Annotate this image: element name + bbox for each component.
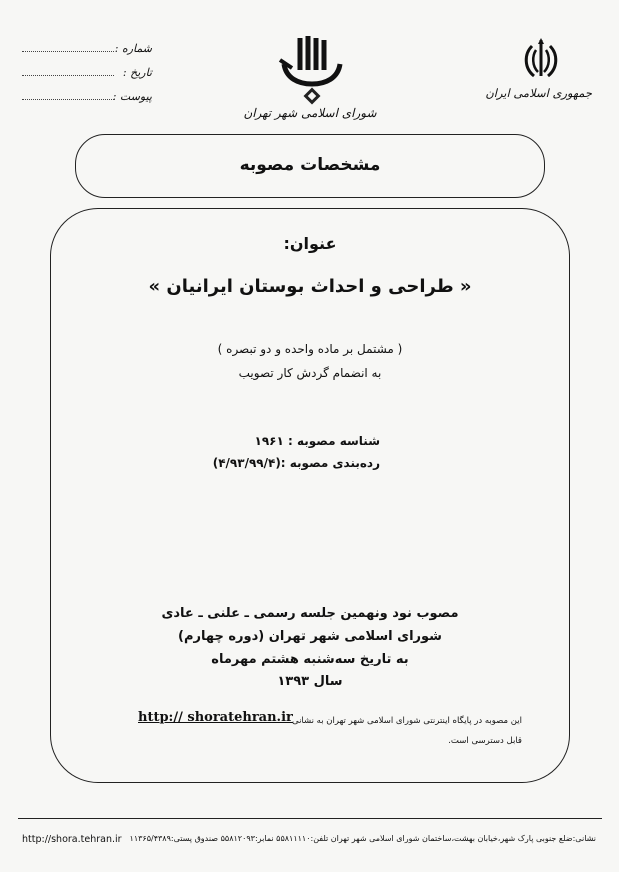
council-logo-icon bbox=[272, 34, 352, 106]
subject-title: « طراحی و احداث بوستان ایرانیان » bbox=[148, 276, 472, 297]
footer-address: نشانی:ضلع جنوبی پارک شهر،خیابان بهشت،ساختمان شورای اسلامی شهر تهران تلفن:۵۵۸۱۱۱۱۰ نمابر:۵۵۸۱۲۰۹۳ صندوق پستی:۱۱۳۶۵/۴۳۸۹ bbox=[129, 834, 596, 843]
website-note: این مصوبه در پایگاه اینترنتی شورای اسلامی شهر تهران به نشانی bbox=[291, 716, 522, 726]
resolution-class: رده‌بندی مصوبه :(۴/۹۳/۹۹/۴) bbox=[212, 456, 380, 470]
website-link[interactable]: http:// shoratehran.ir bbox=[138, 710, 293, 725]
republic-caption: جمهوری اسلامی ایران bbox=[485, 86, 592, 100]
page-title: مشخصات مصوبه bbox=[239, 155, 381, 175]
number-field bbox=[22, 42, 152, 58]
date-label: تاریخ : bbox=[122, 66, 152, 79]
footer-divider bbox=[18, 818, 602, 819]
number-dots bbox=[22, 51, 114, 52]
approval-line-1: مصوب نود ونهمین جلسه رسمی ـ علنی ـ عادی bbox=[161, 606, 459, 621]
subject-label: عنوان: bbox=[283, 234, 337, 253]
approval-line-4: سال ۱۳۹۳ bbox=[277, 674, 343, 689]
approval-line-3: به تاریخ سه‌شنبه هشتم مهرماه bbox=[211, 652, 409, 667]
title-box bbox=[75, 134, 545, 198]
attachment-label: پیوست : bbox=[112, 90, 152, 103]
republic-emblem-icon bbox=[516, 36, 566, 82]
date-field bbox=[22, 66, 152, 82]
attachment-field bbox=[22, 90, 152, 106]
footer-url[interactable]: http://shora.tehran.ir bbox=[22, 834, 122, 845]
website-note-2: قابل دسترسی است. bbox=[448, 736, 522, 746]
council-caption: شورای اسلامی شهر تهران bbox=[243, 106, 377, 120]
number-label: شماره : bbox=[114, 42, 152, 55]
date-dots bbox=[22, 75, 114, 76]
scope-text: ( مشتمل بر ماده واحده و دو تبصره ) bbox=[217, 342, 403, 356]
attachment-dots bbox=[22, 99, 114, 100]
attachment-text: به انضمام گردش کار تصویب bbox=[238, 366, 382, 380]
resolution-id: شناسه مصوبه : ۱۹۶۱ bbox=[254, 434, 380, 448]
approval-line-2: شورای اسلامی شهر تهران (دوره چهارم) bbox=[178, 629, 442, 644]
